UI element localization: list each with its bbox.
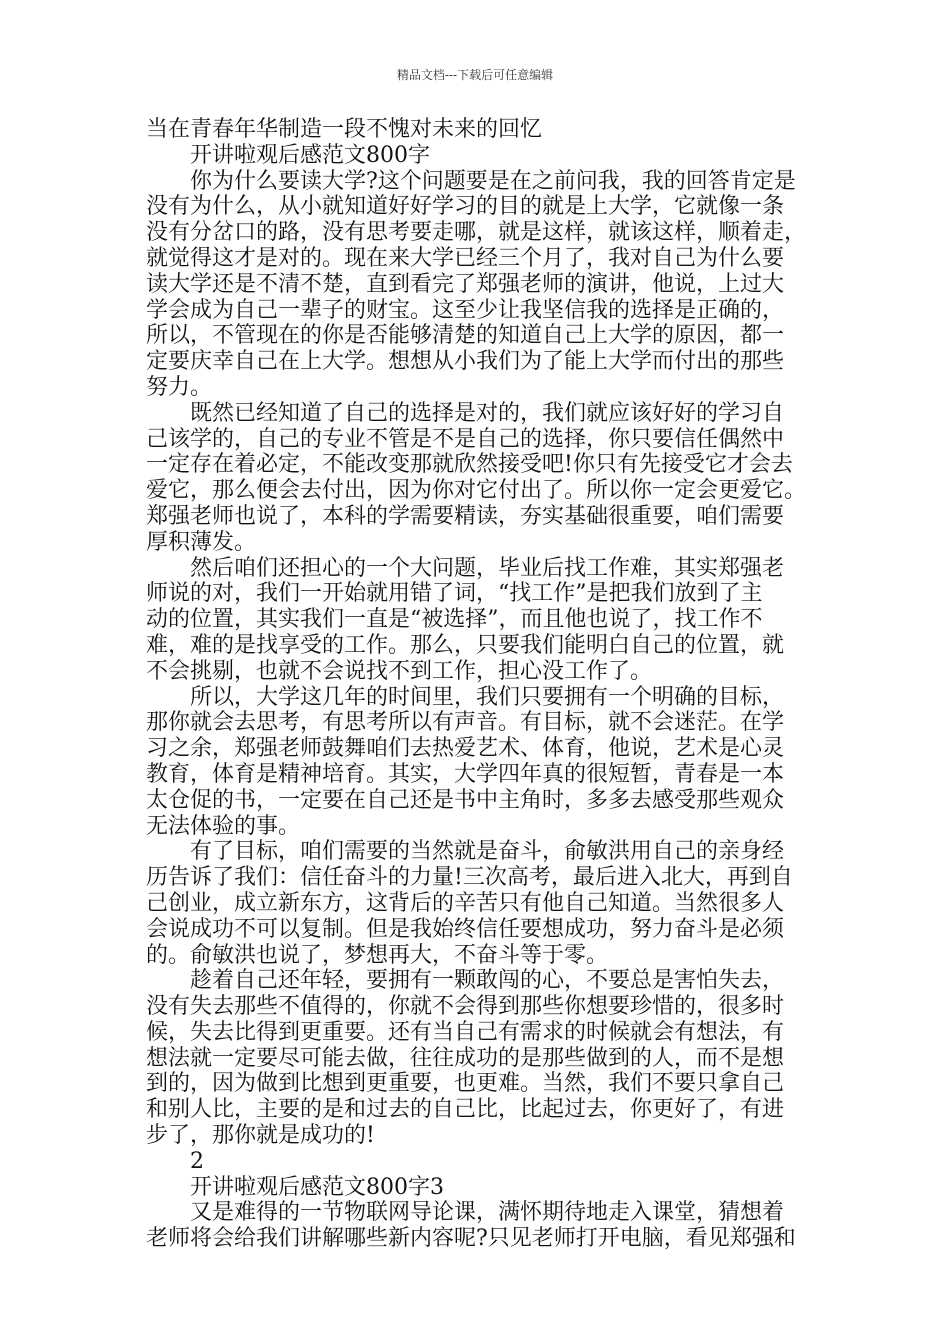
text-line: 爱它，那么便会去付出，因为你对它付出了。所以你一定会更爱它。 bbox=[146, 478, 807, 504]
text-line: 想法就一定要尽可能去做，往往成功的是那些做到的人，而不是想 bbox=[146, 1045, 785, 1071]
text-line: 开讲啦观后感范文800字3 bbox=[190, 1174, 444, 1200]
text-line: 你为什么要读大学?这个问题要是在之前问我，我的回答肯定是 bbox=[190, 168, 796, 194]
document-body bbox=[146, 117, 826, 1252]
text-line: 老师将会给我们讲解哪些新内容呢?只见老师打开电脑，看见郑强和 bbox=[146, 1226, 796, 1252]
text-line: 有了目标，咱们需要的当然就是奋斗，俞敏洪用自己的亲身经 bbox=[190, 839, 785, 865]
text-line: 己创业，成立新东方，这背后的辛苦只有他自己知道。当然很多人 bbox=[146, 890, 785, 916]
text-line: 郑强老师也说了，本科的学需要精读，夯实基础很重要，咱们需要 bbox=[146, 503, 785, 529]
text-line: 己该学的，自己的专业不管是不是自己的选择，你只要信任偶然中 bbox=[146, 426, 785, 452]
text-line: 不会挑剔，也就不会说找不到工作，担心没工作了。 bbox=[146, 658, 653, 684]
text-line: 一定存在着必定，不能改变那就欣然接受吧!你只有先接受它才会去 bbox=[146, 452, 793, 478]
text-line: 太仓促的书，一定要在自己还是书中主角时，多多去感受那些观众 bbox=[146, 787, 785, 813]
text-line: 无法体验的事。 bbox=[146, 813, 301, 839]
text-line: 就觉得这才是对的。现在来大学已经三个月了，我对自己为什么要 bbox=[146, 245, 785, 271]
text-line: 的。俞敏洪也说了，梦想再大，不奋斗等于零。 bbox=[146, 942, 609, 968]
text-line: 厚积薄发。 bbox=[146, 529, 257, 555]
text-line: 到的，因为做到比想到更重要，也更难。当然，我们不要只拿自己 bbox=[146, 1071, 785, 1097]
text-line: 习之余，郑强老师鼓舞咱们去热爱艺术、体育，他说，艺术是心灵 bbox=[146, 736, 785, 762]
text-line: 当在青春年华制造一段不愧对未来的回忆 bbox=[146, 117, 543, 142]
text-line: 又是难得的一节物联网导论课，满怀期待地走入课堂，猜想着 bbox=[190, 1200, 785, 1226]
text-line: 定要庆幸自己在上大学。想想从小我们为了能上大学而付出的那些 bbox=[146, 349, 785, 375]
text-line: 所以，大学这几年的时间里，我们只要拥有一个明确的目标， bbox=[190, 684, 785, 710]
text-line: 和别人比，主要的是和过去的自己比，比起过去，你更好了，有进 bbox=[146, 1097, 785, 1123]
text-line: 读大学还是不清不楚，直到看完了郑强老师的演讲，他说，上过大 bbox=[146, 271, 785, 297]
text-line: 那你就会去思考，有思考所以有声音。有目标，就不会迷茫。在学 bbox=[146, 710, 785, 736]
page-header: 精品文档---下载后可任意编辑 bbox=[396, 68, 554, 82]
text-line: 难，难的是找享受的工作。那么，只要我们能明白自己的位置，就 bbox=[146, 632, 785, 658]
text-line: 学会成为自己一辈子的财宝。这至少让我坚信我的选择是正确的， bbox=[146, 297, 785, 323]
text-line: 没有分岔口的路，没有思考要走哪，就是这样，就该这样，顺着走， bbox=[146, 220, 807, 246]
text-line: 动的位置，其实我们一直是“被选择”，而且他也说了，找工作不 bbox=[146, 607, 763, 633]
text-line: 教育，体育是精神培育。其实，大学四年真的很短暂，青春是一本 bbox=[146, 761, 785, 787]
text-line: 2 bbox=[190, 1148, 204, 1174]
text-line: 师说的对，我们一开始就用错了词，“找工作”是把我们放到了主 bbox=[146, 581, 763, 607]
text-line: 没有失去那些不值得的，你就不会得到那些你想要珍惜的，很多时 bbox=[146, 994, 785, 1020]
text-line: 步了，那你就是成功的! bbox=[146, 1123, 375, 1149]
text-line: 努力。 bbox=[146, 374, 213, 400]
text-line: 历告诉了我们：信任奋斗的力量!三次高考，最后进入北大，再到自 bbox=[146, 865, 793, 891]
text-line: 然后咱们还担心的一个大问题，毕业后找工作难，其实郑强老 bbox=[190, 555, 785, 581]
text-line: 没有为什么，从小就知道好好学习的目的就是上大学，它就像一条 bbox=[146, 194, 785, 220]
text-line: 既然已经知道了自己的选择是对的，我们就应该好好的学习自 bbox=[190, 400, 785, 426]
text-line: 候，失去比得到更重要。还有当自己有需求的时候就会有想法，有 bbox=[146, 1019, 785, 1045]
text-line: 开讲啦观后感范文800字 bbox=[190, 142, 430, 168]
text-line: 所以，不管现在的你是否能够清楚的知道自己上大学的原因，都一 bbox=[146, 323, 785, 349]
text-line: 趁着自己还年轻，要拥有一颗敢闯的心，不要总是害怕失去， bbox=[190, 968, 785, 994]
text-line: 会说成功不可以复制。但是我始终信任要想成功，努力奋斗是必须 bbox=[146, 916, 785, 942]
